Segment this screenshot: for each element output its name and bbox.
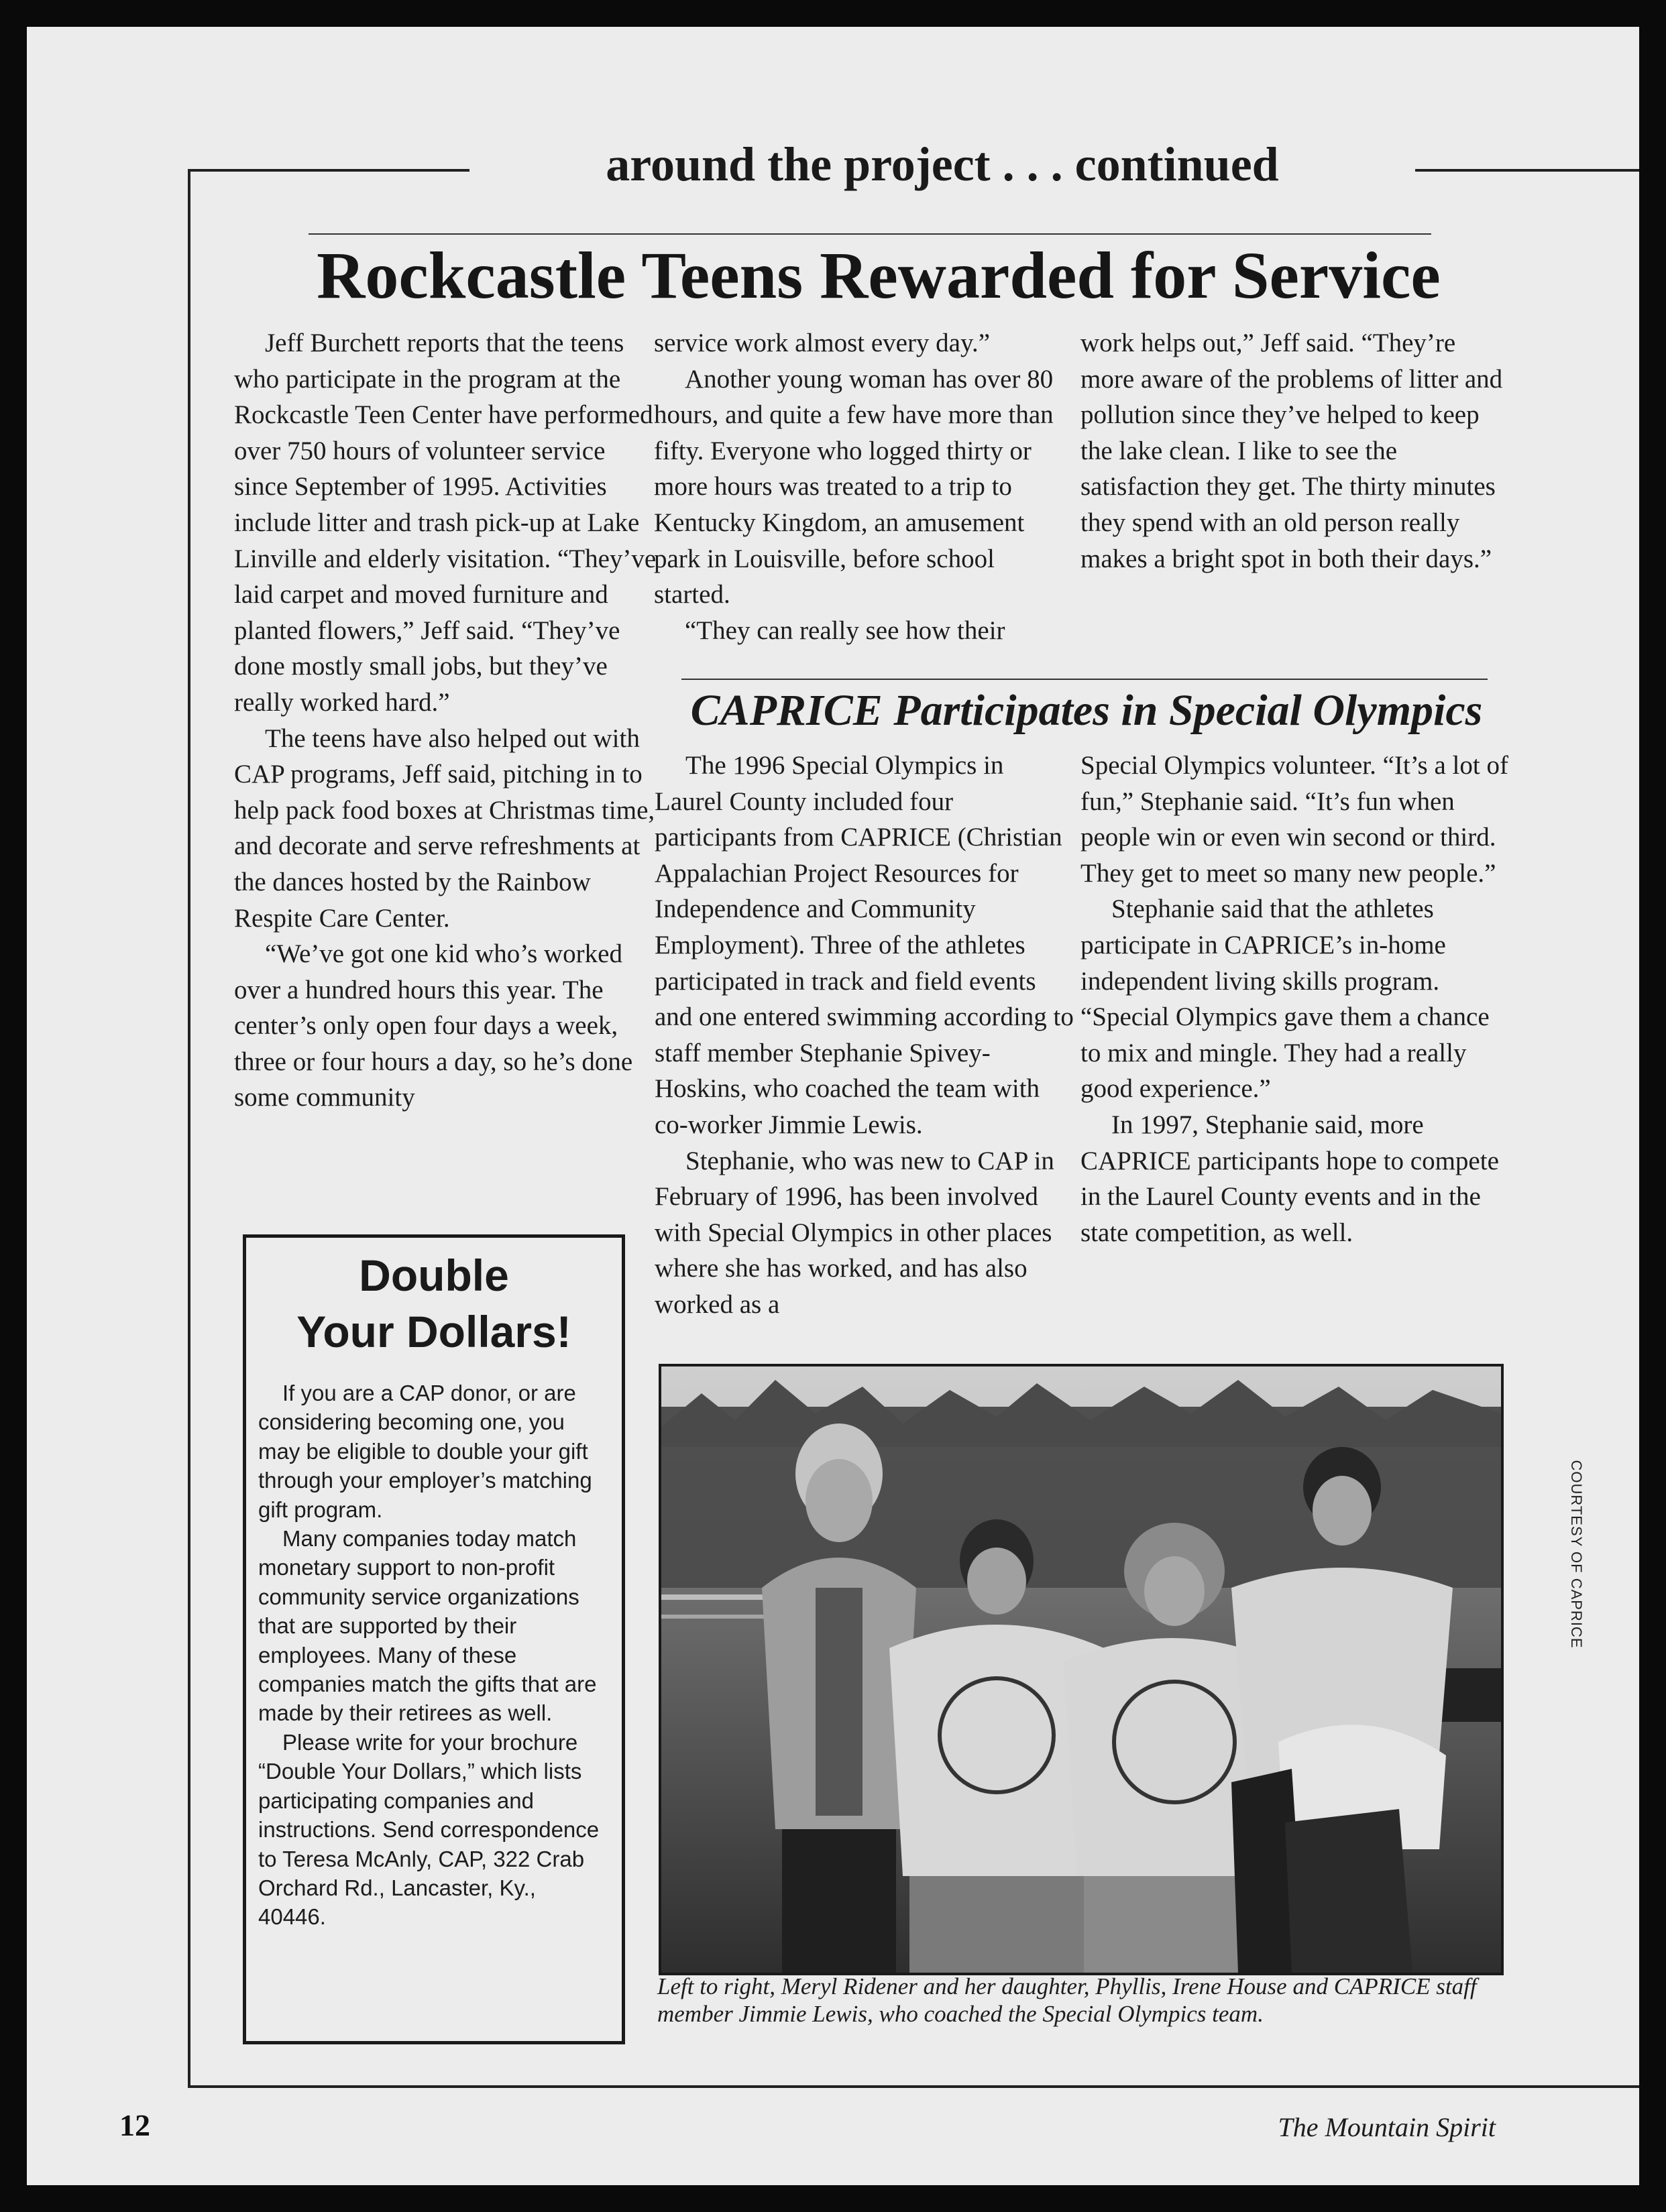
article2-column-2 [1080, 748, 1510, 1250]
paragraph: Please write for your brochure “Double Your Dollars,” which lists participating companies and instructions. Send correspondence to Teresa McAnly, CAP, 322 Crab Orchard Rd., Lancaster, Ky., 40446. [258, 1729, 600, 1930]
double-your-dollars-box [243, 1234, 625, 2044]
article2-column-1 [655, 748, 1074, 1323]
paragraph: In 1997, Stephanie said, more CAPRICE participants hope to compete in the Laurel County events and in the state competition, as well. [1080, 1110, 1499, 1247]
paragraph: “They can really see how their [685, 616, 1005, 645]
paragraph: The teens have also helped out with CAP programs, Jeff said, pitching in to help pack food boxes at Christmas time, and decorate and serve refreshments at the dances hosted by the Rainbow Respite Care Center. [234, 723, 655, 933]
magazine-page [27, 27, 1639, 2185]
paragraph: work helps out,” Jeff said. “They’re more aware of the problems of litter and pollution since they’ve helped to keep the lake clean. I like to see the satisfaction they get. The thirty minutes they spend with an old person really makes a bright spot in both their days.” [1080, 329, 1503, 573]
paragraph: If you are a CAP donor, or are considering becoming one, you may be eligible to double your gift through your employer’s matching gift program. [258, 1381, 592, 1522]
group-photo [659, 1364, 1504, 1975]
box-title-line-1: Double [359, 1250, 509, 1300]
publication-name: The Mountain Spirit [1278, 2112, 1496, 2142]
article1-column-3 [1080, 325, 1503, 577]
frame-rule-top-left [188, 169, 469, 172]
frame-rule-left [188, 169, 190, 2088]
paragraph: The 1996 Special Olympics in Laurel County included four participants from CAPRICE (Christian Appalachian Project Resources for Independence and Community Employment). Three of the athletes participated in track and field events and one entered swimming according to staff member Stephanie Spivey-Hoskins, who coached the team with co-worker Jimmie Lewis. [655, 751, 1074, 1139]
frame-rule-top-right [1415, 169, 1639, 172]
subarticle-divider [681, 679, 1488, 680]
paragraph: Many companies today match monetary support to non-profit community service organizations that are supported by their employees. Many of these companies match the gifts that are made by their retirees as well. [258, 1526, 597, 1726]
subarticle-title: CAPRICE Participates in Special Olympics [690, 686, 1483, 735]
article1-column-1 [234, 325, 663, 1116]
paragraph: “We’ve got one kid who’s worked over a hundred hours this year. The center’s only open four days a week, three or four hours a day, so he’s done some community [234, 939, 633, 1112]
paragraph: Stephanie, who was new to CAP in February of 1996, has been involved with Special Olympics in other places where she has worked, and has also worked as a [655, 1146, 1054, 1319]
frame-rule-bottom [188, 2085, 1639, 2088]
article-title: Rockcastle Teens Rewarded for Service [317, 238, 1441, 312]
box-title [246, 1247, 622, 1360]
photo-illustration [661, 1366, 1501, 1973]
article1-column-2 [654, 325, 1073, 648]
paragraph: Special Olympics volunteer. “It’s a lot of fun,” Stephanie said. “It’s fun when people win or even win second or third. They get to meet so many new people.” [1080, 751, 1508, 888]
paragraph: Stephanie said that the athletes participate in CAPRICE’s in-home independent living skills program. “Special Olympics gave them a chance to mix and mingle. They had a really good experience.” [1080, 894, 1490, 1104]
box-title-line-2: Your Dollars! [296, 1307, 571, 1356]
box-body [258, 1379, 607, 1932]
section-heading: around the project . . . continued [606, 137, 1279, 191]
paragraph: Another young woman has over 80 hours, and quite a few have more than fifty. Everyone who logged thirty or more hours was treated to a trip to Kentucky Kingdom, an amusement park in Louisville, before school started. [654, 364, 1054, 609]
photo-caption: Left to right, Meryl Ridener and her daughter, Phyllis, Irene House and CAPRICE staff member Jimmie Lewis, who coached the Special Olympics team. [657, 1973, 1477, 2027]
paragraph: Jeff Burchett reports that the teens who participate in the program at the Rockcastle Teen Center have performed over 750 hours of volunteer service since September of 1995. Activities include litter and trash pick-up at Lake Linville and elderly visitation. “They’ve laid carpet and moved furniture and planted flowers,” Jeff said. “They’ve done mostly small jobs, but they’ve really worked hard.” [234, 329, 657, 717]
paragraph: service work almost every day.” [654, 329, 991, 357]
page-number: 12 [119, 2108, 150, 2142]
photo-credit: COURTESY OF CAPRICE [1568, 1460, 1585, 1649]
